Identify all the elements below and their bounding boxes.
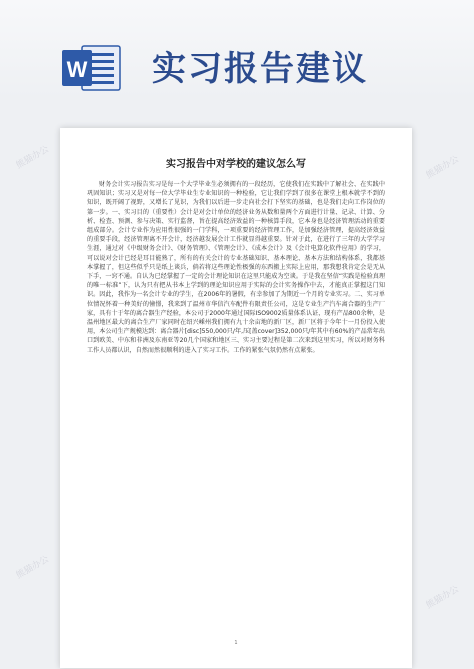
word-document-icon	[62, 44, 122, 92]
document-body: 财务会计实习报告实习是每一个大学毕业生必须拥有的一段经历，它使我们在实践中了解社会、在实践中巩固知识；实习又是对每一位大学毕业生专业知识的一种检验，它让我们学到了很多在课堂上根本就学不到的知识，既开阔了视野，又增长了见识，为我们以后进一步走向社会打下坚实的基础，也是我们走向工作岗位的第一步。一、实习目的（重要性）会计是对会计单位的经济业务从数和量两个方面进行计量、记录、计算、分析、检查、预测、参与决策、实行监督，旨在提高经济效益的一种核算手段，它本身也是经济管理活动的重要组成部分。会计专业作为应用性很强的一门学科，一项重要的经济管理工作，是加强经济管理，提高经济效益的重要手段，经济管理离不开会计，经济越发展会计工作就显得越重要。针对于此，在进行了三年的大学学习生涯，通过对《中级财务会计》、《财务管理》、《管理会计》、《成本会计》及《会计电算化软件应用》的学习，可以说对会计已经是耳目能熟了，所有的有关会计的专业基础知识、基本理论、基本方法和结构体系，我都基本掌握了，但这些似乎只是纸上谈兵，倘若将这些理论性极强的东西搬上实际上应用，那我想我肯定会是无从下手，一窍不通。自认为已经掌握了一定的会计理论知识在这里只能成为空谈。于是我在坚信“实践是检验真理的唯一标准”下，认为只有把从书本上学到的理论知识应用于实际的会计实务操作中去，才能真正掌握这门知识。因此，我作为一名会计专业的学生，在2006年的暑假，有幸参加了为期近一个月的专业实习。二、实习单位情况怀着一种美好的憧憬，我来到了温州市华信汽车配件有限责任公司，这是专业生产汽车离合器的生产厂家，具有十于年的离合器生产经验，本公司于2000年通过国际ISO9002质量体系认证，现有产品800余种，是温州地区最大的离合生产厂家同时在绍兴嵊州我们拥有九十余亩地的新厂区，新厂区将于今年十一月份投入使用，本公司生产规模达到：离合器片[disc]550,000只/年,压[盖cover]352,000只/年其中有60%的产品常年出口到欧美、中东和非洲及东南亚等20几个国家和地区三、实习主要过程是第二次来到这里实习，所以对财务科工作人员都认识，自然而然很顺利的进入了实习工作。工作的紧张气氛仍然有点紧张。	[87, 181, 385, 354]
watermark: 熊猫办公	[424, 584, 461, 612]
watermark: 熊猫办公	[424, 154, 461, 182]
document-title: 实习报告中对学校的建议怎么写	[166, 159, 306, 170]
watermark: 熊猫办公	[14, 554, 51, 582]
page-title: 实习报告建议	[152, 49, 368, 89]
header-banner	[0, 0, 474, 100]
svg-text:W: W	[66, 57, 88, 82]
page-number: 1	[234, 640, 238, 646]
watermark: 熊猫办公	[14, 144, 51, 172]
document-page	[60, 128, 412, 668]
